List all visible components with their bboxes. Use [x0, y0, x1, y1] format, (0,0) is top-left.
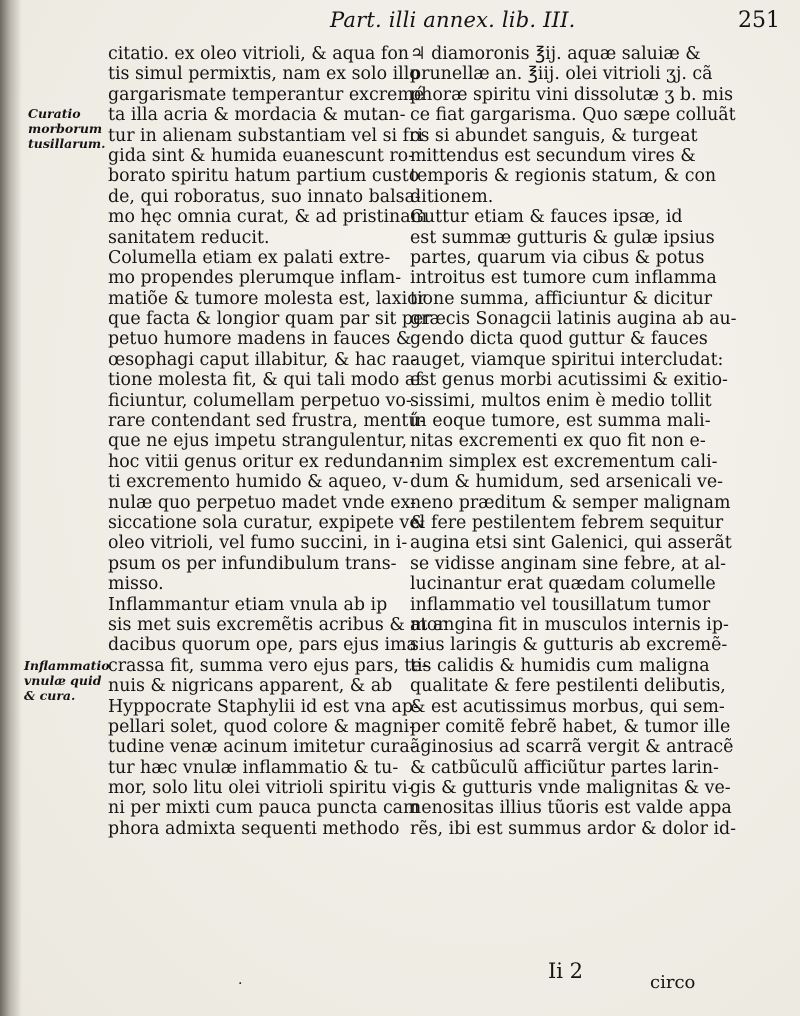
text-line: Guttur etiam & fauces ipsæ, id	[410, 207, 683, 228]
text-line: pellari solet, quod colore & magni-	[108, 716, 416, 737]
text-line: dacibus quorum ope, pars ejus ima	[108, 635, 417, 656]
text-line: phora admixta sequenti methodo	[108, 818, 400, 839]
text-line: crassa fit, summa vero ejus pars, te-	[108, 655, 428, 676]
page-number: 251	[738, 8, 780, 33]
text-line: nitas excrementi ex quo fit non e-	[410, 431, 706, 452]
text-line: tudine venæ acinum imitetur cura-	[108, 737, 416, 758]
text-line: in eoque tumore, est summa mali-	[410, 411, 711, 432]
text-line: borato spiritu hatum partium custo	[108, 166, 420, 187]
text-line: gendo dicta quod guttur & fauces	[410, 329, 708, 350]
text-line: hoc vitii genus oritur ex redundan-	[108, 451, 415, 472]
text-line: partes, quarum via cibus & potus	[410, 247, 705, 268]
text-line: tis simul permixtis, nam ex solo illo	[108, 64, 420, 85]
text-line: sis met suis excremẽtis acribus & mor	[108, 614, 446, 635]
text-line: phoræ spiritu vini dissolutæ ʒ b. mis	[410, 84, 734, 105]
text-line: nenositas illius tũoris est valde appa	[410, 798, 732, 819]
text-line: & est acutissimus morbus, qui sem-	[410, 696, 725, 717]
text-line: œsophagi caput illabitur, & hac ra-	[108, 349, 417, 370]
text-line: rẽs, ibi est summus ardor & dolor id-	[410, 818, 737, 839]
text-line: neno præditum & semper malignam	[410, 492, 731, 513]
text-line: per comitẽ febrẽ habet, & tumor ille	[410, 716, 731, 737]
text-line: citatio. ex oleo vitrioli, & aqua fon	[108, 44, 409, 64]
text-line: & catbũculũ afficiũtur partes larin-	[410, 757, 719, 778]
running-head: Part. illi annex. lib. III.	[330, 8, 576, 32]
text-line: tione summa, afficiuntur & dicitur	[410, 288, 713, 309]
text-line: nulæ quo perpetuo madet vnde ex-	[108, 492, 416, 513]
text-line: de, qui roboratus, suo innato balsa-	[108, 186, 421, 207]
text-line: auget, viamque spiritui intercludat:	[410, 349, 724, 370]
signature-mark: Ii 2	[548, 959, 584, 983]
binding-shadow	[0, 0, 22, 1016]
text-line: Hyppocrate Staphylii id est vna ap-	[108, 696, 419, 717]
text-line: psum os per infundibulum trans-	[108, 553, 397, 574]
text-line: qualitate & fere pestilenti delibutis,	[410, 676, 726, 697]
margin-note-line: vnulæ quid	[24, 673, 102, 688]
right-text-column	[410, 44, 737, 839]
margin-note-line: morborum	[28, 121, 103, 136]
text-line: ti excremento humido & aqueo, v-	[108, 472, 409, 493]
text-line: est summæ gutturis & gulæ ipsius	[410, 227, 715, 248]
text-line: gis & gutturis vnde malignitas & ve-	[410, 778, 731, 799]
text-line: ditionem.	[410, 186, 494, 207]
text-line: Inflammantur etiam vnula ab ip	[108, 594, 388, 615]
text-line: augina etsi sint Galenici, qui asserãt	[410, 533, 732, 554]
margin-note-line: & cura.	[24, 688, 76, 703]
text-line: mo propendes plerumque inflam-	[108, 268, 402, 289]
text-line: est genus morbi acutissimi & exitio-	[410, 370, 728, 391]
margin-note-curatio	[28, 106, 106, 151]
margin-note-line: tusillarum.	[28, 136, 106, 151]
text-line: dum & humidum, sed arsenicali ve-	[410, 472, 723, 493]
ink-speck: ·	[238, 976, 243, 992]
text-line: gida sint & humida euanescunt ro-	[108, 145, 415, 166]
text-line: rare contendant sed frustra, mentű-	[108, 411, 426, 432]
text-line: ce fiat gargarisma. Quo sæpe colluãt	[410, 105, 736, 126]
text-line: ãginosius ad scarrã vergit & antracẽ	[410, 737, 734, 758]
text-line: que ne ejus impetu strangulentur,	[108, 431, 408, 452]
text-line: tis calidis & humidis cum maligna	[410, 655, 710, 676]
text-line: tur hæc vnulæ inflammatio & tu-	[108, 757, 399, 778]
text-line: ficiuntur, columellam perpetuo vo-	[108, 390, 412, 411]
text-line: matiõe & tumore molesta est, laxior	[108, 288, 426, 309]
text-line: sius laringis & gutturis ab excremẽ-	[410, 635, 728, 656]
text-line: ♃ diamoronis ℥ij. aquæ saluiæ &	[410, 44, 701, 64]
text-line: oleo vitrioli, vel fumo succini, in i-	[108, 533, 408, 554]
catchword: circo	[650, 972, 696, 993]
text-line: os si abundet sanguis, & turgeat	[410, 125, 698, 146]
text-line: græcis Sonagcii latinis augina ab au-	[410, 309, 737, 330]
text-line: prunellæ an. ℥iij. olei vitrioli ʒj. cã	[410, 64, 713, 85]
text-line: tione molesta fit, & qui tali modo af	[108, 370, 422, 391]
text-line: tur in alienam substantiam vel si fri	[108, 125, 423, 146]
text-line: misso.	[108, 574, 164, 595]
text-line: sissimi, multos enim è medio tollit	[410, 390, 712, 411]
text-line: siccatione sola curatur, expipete vel	[108, 512, 426, 533]
page-header	[0, 2, 800, 42]
margin-note-line: Curatio	[28, 106, 81, 121]
text-line: at angina fit in musculos internis ip-	[410, 614, 729, 635]
text-line: que facta & longior quam par sit per	[108, 309, 432, 330]
text-line: sanitatem reducit.	[108, 227, 270, 248]
text-line: Columella etiam ex palati extre-	[108, 247, 391, 268]
text-line: introitus est tumore cum inflamma	[410, 268, 717, 289]
margin-note-line: Inflammatio	[24, 658, 110, 673]
text-line: & fere pestilentem febrem sequitur	[410, 512, 724, 533]
text-line: lucinantur erat quædam columelle	[410, 574, 716, 595]
text-line: temporis & regionis statum, & con	[410, 166, 717, 187]
text-line: mo hęc omnia curat, & ad pristinam	[108, 207, 428, 228]
text-line: ni per mixti cum pauca puncta cam	[108, 798, 420, 819]
text-line: mittendus est secundum vires &	[410, 145, 696, 166]
text-line: nuis & nigricans apparent, & ab	[108, 676, 393, 697]
text-line: inflammatio vel tousillatum tumor	[410, 594, 711, 615]
text-line: ta illa acria & mordacia & mutan-	[108, 105, 406, 126]
text-line: se vidisse anginam sine febre, at al-	[410, 553, 727, 574]
text-line: mor, solo litu olei vitrioli spiritu vi-	[108, 778, 414, 799]
margin-note-inflammatio	[24, 658, 110, 703]
text-line: nim simplex est excrementum cali-	[410, 451, 718, 472]
text-line: gargarismate temperantur excremé	[108, 84, 425, 105]
left-text-column	[108, 44, 446, 839]
text-line: petuo humore madens in fauces &	[108, 329, 412, 350]
